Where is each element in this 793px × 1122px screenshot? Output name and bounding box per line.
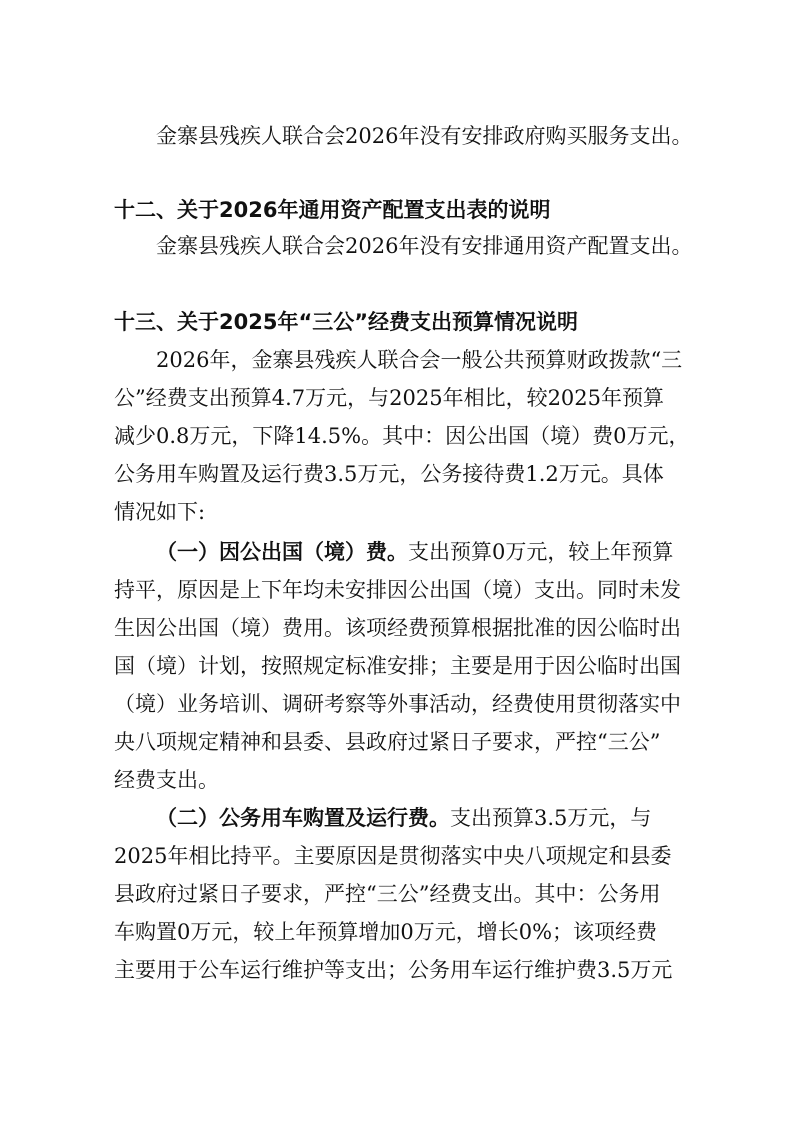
item-1-line-6: 央八项规定精神和县委、县政府过紧日子要求，严控“三公”: [114, 730, 661, 754]
intro-line-4: 公务用车购置及运行费3.5万元，公务接待费1.2万元。具体: [114, 462, 664, 486]
item-1-first-line: [0, 534, 793, 570]
item-1-line-7: 经费支出。: [114, 768, 219, 792]
heading-section-13: 十三、关于2025年“三公”经费支出预算情况说明: [114, 310, 579, 334]
intro-line-5: 情况如下:: [114, 500, 206, 524]
item-1-first-line-rest: 支出预算0万元，较上年预算: [408, 540, 674, 564]
intro-line-3: 减少0.8万元，下降14.5%。其中：因公出国（境）费0万元，: [114, 424, 690, 448]
item-1-line-5: （境）业务培训、调研考察等外事活动，经费使用贯彻落实中: [114, 692, 681, 716]
intro-line-1: 2026年，金寨县残疾人联合会一般公共预算财政拨款“三: [156, 348, 683, 372]
item-1-title: （一）因公出国（境）费。: [156, 540, 408, 564]
item-1-line-3: 生因公出国（境）费用。该项经费预算根据批准的因公临时出: [114, 616, 681, 640]
item-2-title: （二）公务用车购置及运行费。: [156, 806, 450, 830]
item-2-line-5: 主要用于公车运行维护等支出；公务用车运行维护费3.5万元: [114, 958, 673, 982]
intro-line-2: 公”经费支出预算4.7万元，与2025年相比，较2025年预算: [114, 386, 665, 410]
paragraph-no-asset-allocation: 金寨县残疾人联合会2026年没有安排通用资产配置支出。: [156, 234, 693, 258]
item-2-line-4: 车购置0万元，较上年预算增加0万元，增长0%；该项经费: [114, 920, 658, 944]
heading-section-12: 十二、关于2026年通用资产配置支出表的说明: [114, 198, 551, 222]
paragraph-no-purchase-services: 金寨县残疾人联合会2026年没有安排政府购买服务支出。: [156, 124, 693, 148]
item-2-first-line-rest: 支出预算3.5万元，与: [450, 806, 652, 830]
item-2-line-2: 2025年相比持平。主要原因是贯彻落实中央八项规定和县委: [114, 844, 672, 868]
item-2-first-line: [0, 800, 793, 836]
item-2-line-3: 县政府过紧日子要求，严控“三公”经费支出。其中：公务用: [114, 882, 661, 906]
item-1-line-4: 国（境）计划，按照规定标准安排；主要是用于因公临时出国: [114, 654, 681, 678]
item-1-line-2: 持平，原因是上下年均未安排因公出国（境）支出。同时未发: [114, 578, 681, 602]
